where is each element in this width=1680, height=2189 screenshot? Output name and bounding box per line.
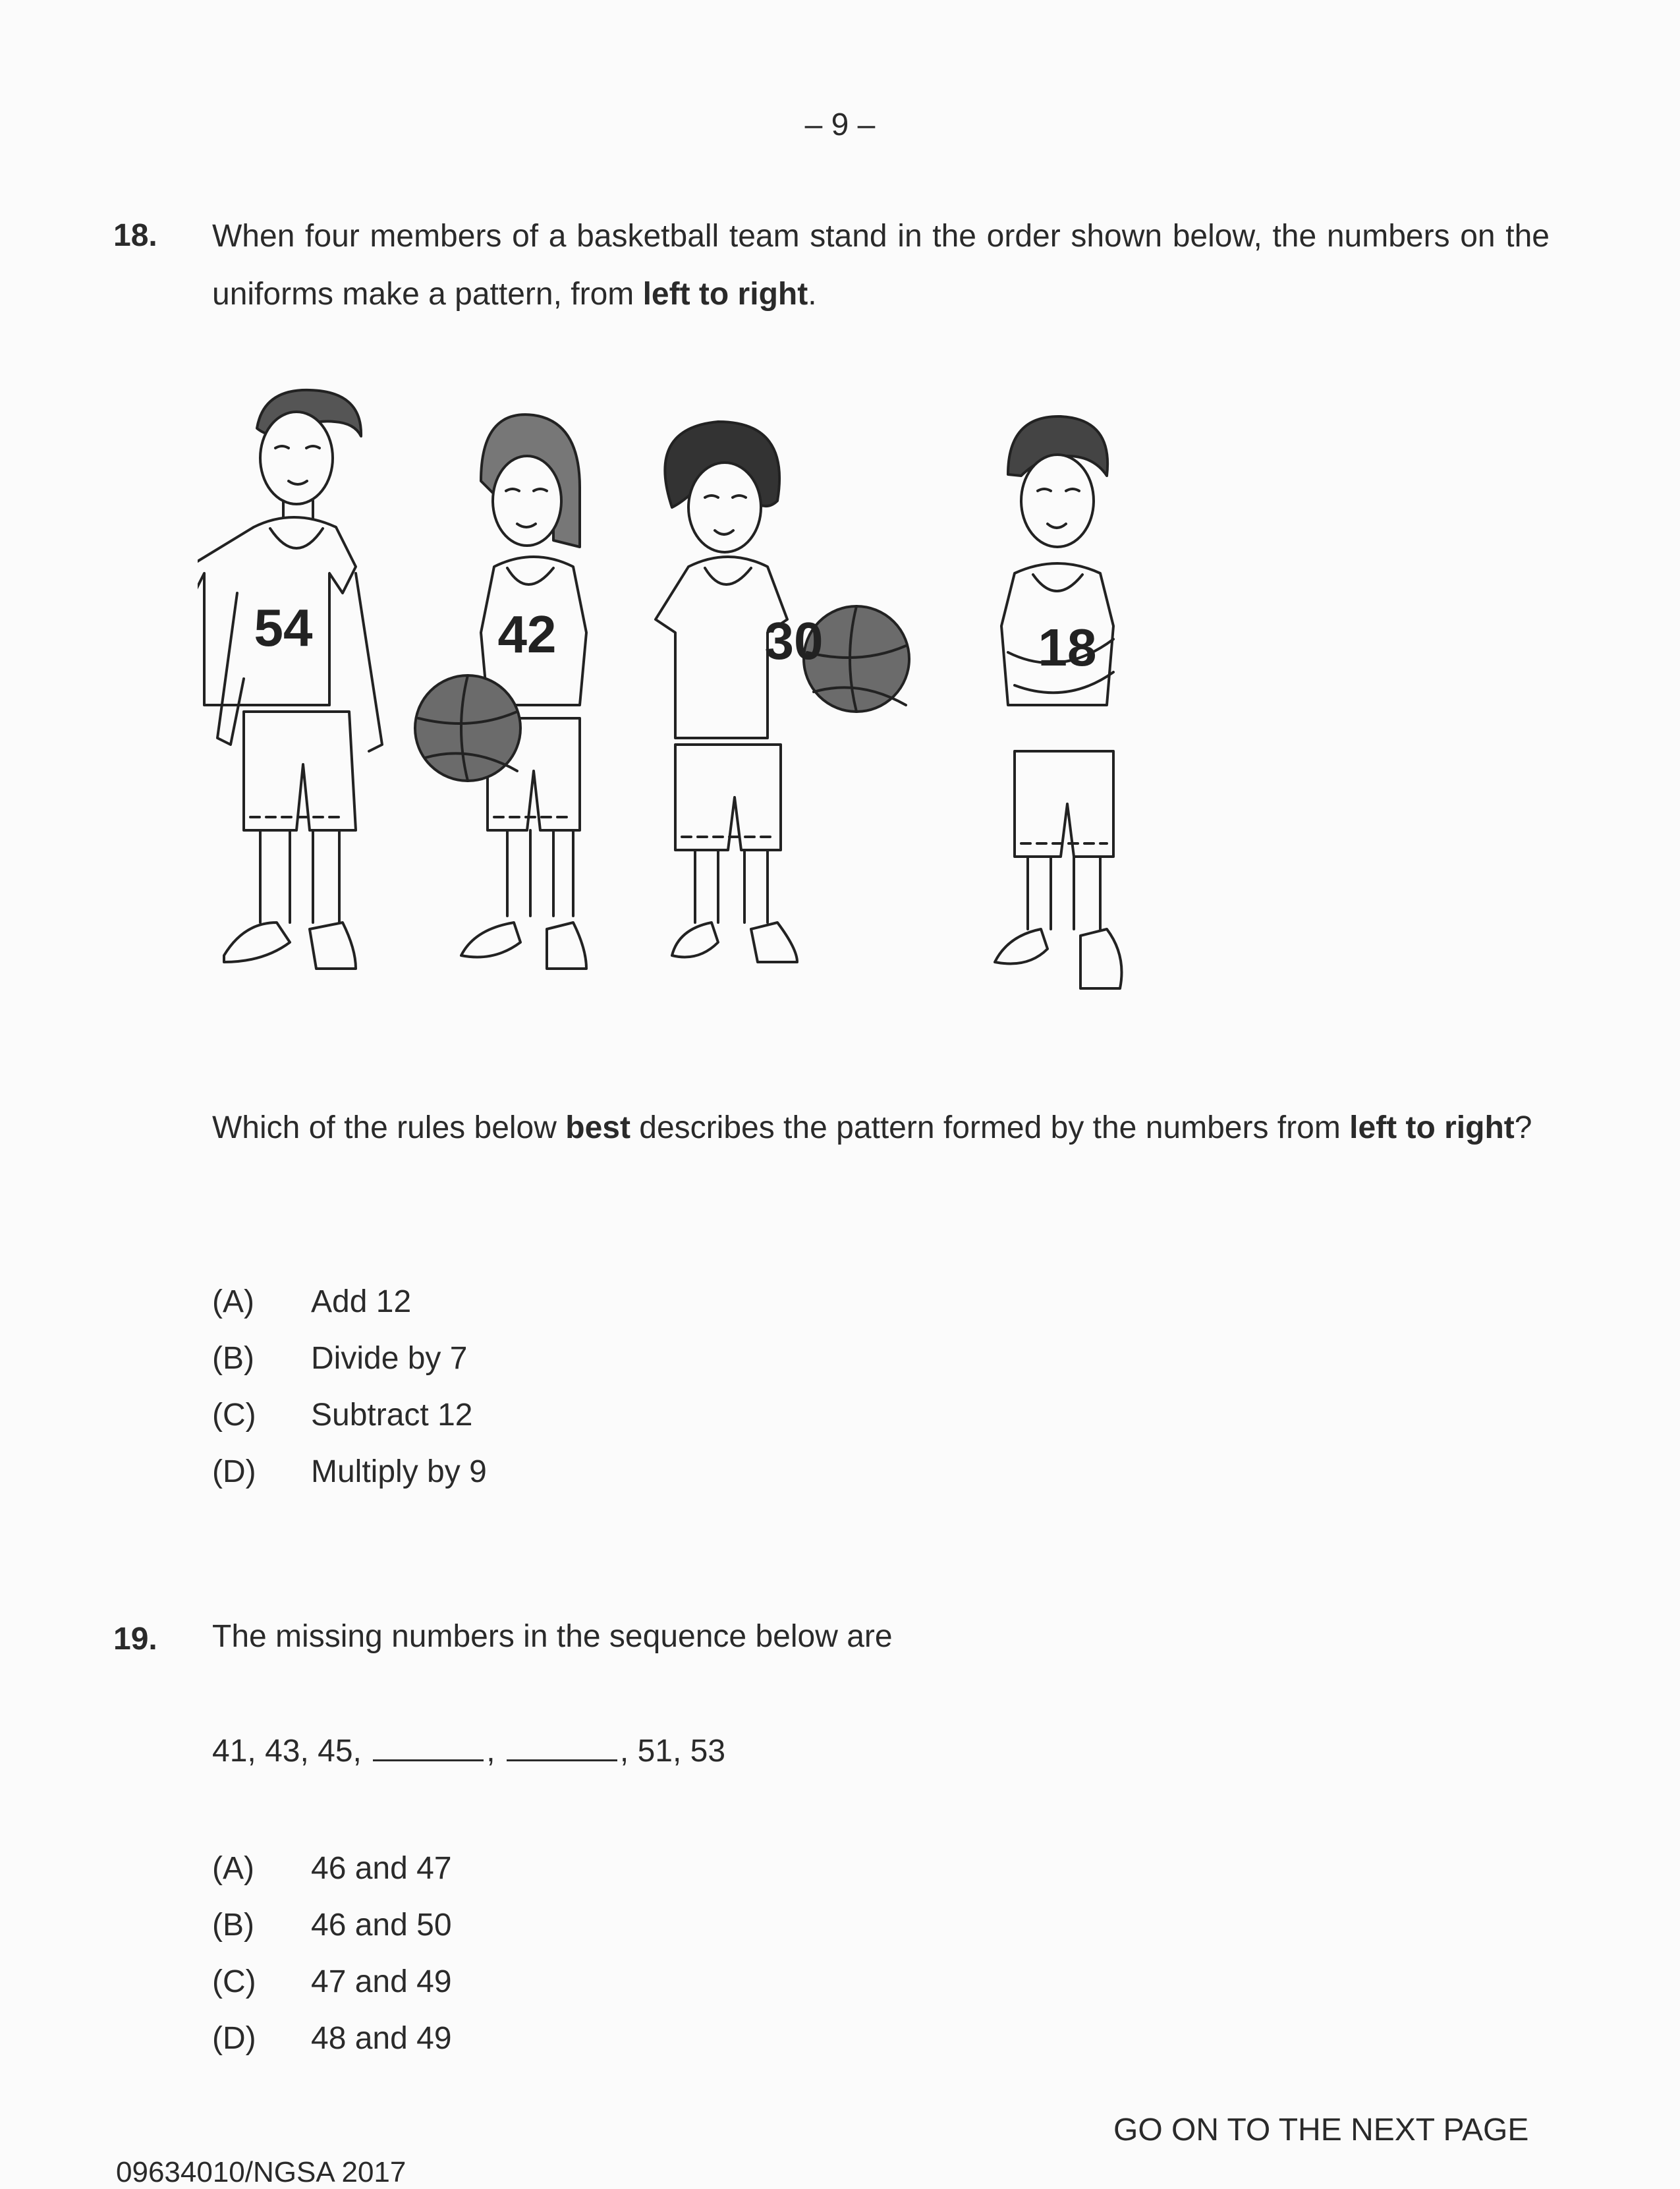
- jersey-number-54: 54: [254, 598, 313, 657]
- page-number: – 9 –: [804, 107, 876, 142]
- question-19-stem: The missing numbers in the sequence below are: [212, 1619, 893, 1654]
- question-19-number: 19.: [113, 1622, 157, 1657]
- q18-stem-text: When four members of a basketball team stand in the order shown below, the numbers on the uniforms make a pattern, from: [212, 219, 1550, 312]
- option-text: Subtract 12: [311, 1398, 473, 1433]
- q18-prompt-end: ?: [1514, 1110, 1532, 1145]
- jersey-number-18: 18: [1038, 618, 1097, 677]
- option-text: Divide by 7: [311, 1341, 468, 1376]
- number-sequence: [212, 1733, 725, 1769]
- option-text: 48 and 49: [311, 2021, 452, 2056]
- player-42: [415, 414, 586, 969]
- basketball-players-illustration: [198, 376, 1199, 1048]
- option-letter: (C): [212, 1398, 256, 1433]
- option-letter: (B): [212, 1908, 254, 1943]
- option-text: Add 12: [311, 1284, 412, 1319]
- sequence-separator: ,: [486, 1734, 495, 1769]
- player-18: [995, 416, 1122, 988]
- q18-prompt-middle: describes the pattern formed by the numbers from: [630, 1110, 1350, 1145]
- jersey-number-42: 42: [497, 605, 557, 664]
- q18-prompt-emphasis-direction: left to right: [1349, 1110, 1515, 1145]
- option-letter: (D): [212, 2021, 256, 2056]
- option-text: Multiply by 9: [311, 1454, 487, 1489]
- question-18-stem: [212, 208, 1550, 324]
- option-text: 46 and 47: [311, 1851, 452, 1886]
- option-text: 47 and 49: [311, 1964, 452, 1999]
- sequence-blank-1: [373, 1740, 484, 1761]
- q18-stem-emphasis: left to right: [642, 277, 808, 312]
- option-text: 46 and 50: [311, 1908, 452, 1943]
- q18-prompt-text: Which of the rules below: [212, 1110, 566, 1145]
- player-30: [656, 422, 909, 962]
- sequence-blank-2: [507, 1740, 617, 1761]
- sequence-start: 41, 43, 45,: [212, 1734, 362, 1769]
- question-18-prompt: [212, 1099, 1550, 1157]
- option-letter: (C): [212, 1964, 256, 1999]
- sequence-end: , 51, 53: [619, 1734, 726, 1769]
- go-on-to-next-page: GO ON TO THE NEXT PAGE: [1113, 2113, 1529, 2147]
- q18-prompt-emphasis-best: best: [565, 1110, 630, 1145]
- option-letter: (A): [212, 1284, 254, 1319]
- exam-code: 09634010/NGSA 2017: [116, 2156, 406, 2188]
- q18-stem-end: .: [808, 277, 817, 312]
- player-54: [198, 390, 382, 969]
- option-letter: (B): [212, 1341, 254, 1376]
- question-18-number: 18.: [113, 218, 157, 253]
- jersey-number-30: 30: [764, 611, 824, 670]
- option-letter: (A): [212, 1851, 254, 1886]
- option-letter: (D): [212, 1454, 256, 1489]
